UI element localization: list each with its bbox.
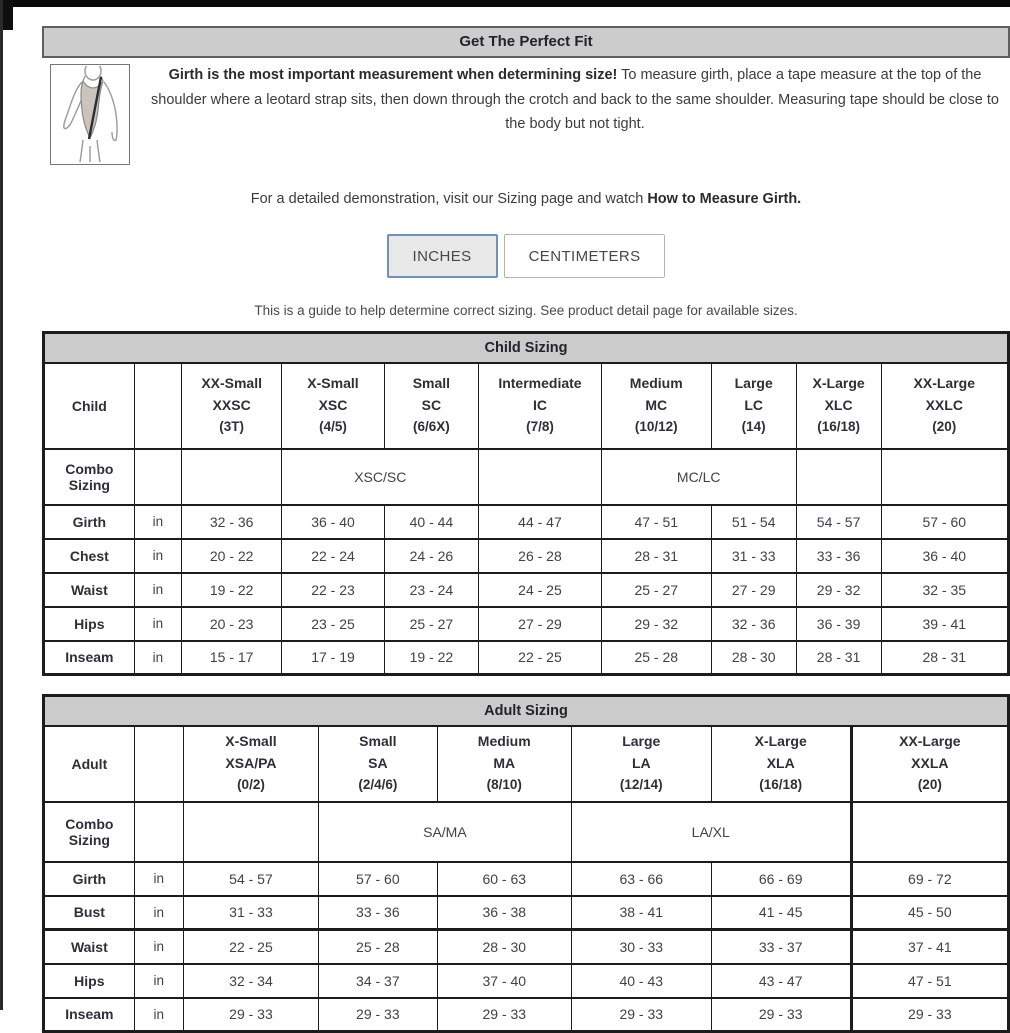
column-code: XLC <box>824 397 853 414</box>
row-label: Waist <box>44 573 135 607</box>
child-table-title: Child Sizing <box>44 333 1009 363</box>
empty-cell <box>479 449 602 505</box>
demo-prefix-text: For a detailed demonstration, visit our Sizing page and watch <box>250 191 648 207</box>
combo-cell-la-xl: LA/XL <box>571 802 851 862</box>
value-cell: 44 - 47 <box>479 505 602 539</box>
column-size: (7/8) <box>526 418 554 434</box>
intro-bold-text: Girth is the most important measurement when determining size! <box>168 67 618 83</box>
value-cell: 28 - 31 <box>796 641 881 675</box>
empty-cell <box>183 802 318 862</box>
unit-cell: in <box>134 607 181 641</box>
value-cell: 27 - 29 <box>479 607 602 641</box>
child-column-header-ic <box>479 363 602 449</box>
child-sizing-table <box>42 331 1010 676</box>
intro-section <box>42 63 1010 137</box>
value-cell: 29 - 33 <box>319 998 438 1032</box>
main-content <box>42 26 1010 1033</box>
column-name: Small <box>412 375 451 392</box>
girth-measurement-figure <box>50 64 130 165</box>
column-code: IC <box>532 397 547 414</box>
value-cell: 29 - 33 <box>851 998 1008 1032</box>
empty-cell <box>134 449 181 505</box>
value-cell: 43 - 47 <box>711 964 851 998</box>
row-label: Girth <box>44 505 135 539</box>
child-row-waist <box>44 573 1009 607</box>
value-cell: 54 - 57 <box>183 862 318 896</box>
adult-column-header-la <box>571 726 711 802</box>
value-cell: 47 - 51 <box>851 964 1008 998</box>
value-cell: 57 - 60 <box>319 862 438 896</box>
value-cell: 54 - 57 <box>796 505 881 539</box>
value-cell: 69 - 72 <box>851 862 1008 896</box>
value-cell: 60 - 63 <box>437 862 571 896</box>
value-cell: 29 - 32 <box>601 607 711 641</box>
column-code: XXLC <box>925 397 963 414</box>
child-column-header-sc <box>384 363 479 449</box>
adult-row-inseam <box>44 998 1009 1032</box>
row-label: Hips <box>44 964 135 998</box>
value-cell: 22 - 25 <box>183 930 318 964</box>
empty-cell <box>851 802 1008 862</box>
adult-table-title-row <box>44 696 1009 726</box>
value-cell: 45 - 50 <box>851 896 1008 930</box>
value-cell: 47 - 51 <box>601 505 711 539</box>
value-cell: 40 - 44 <box>384 505 479 539</box>
value-cell: 66 - 69 <box>711 862 851 896</box>
row-label: Chest <box>44 539 135 573</box>
column-name: Large <box>734 375 773 392</box>
page-title: Get The Perfect Fit <box>42 26 1010 58</box>
column-code: XXSC <box>212 397 251 414</box>
column-code: LA <box>631 755 651 772</box>
empty-cell <box>134 802 183 862</box>
unit-cell: in <box>134 573 181 607</box>
column-name: Large <box>622 733 661 750</box>
row-label: Girth <box>44 862 135 896</box>
child-column-header-xsc <box>282 363 384 449</box>
value-cell: 19 - 22 <box>384 641 479 675</box>
column-size: (16/18) <box>817 418 860 434</box>
value-cell: 20 - 23 <box>181 607 281 641</box>
value-cell: 30 - 33 <box>571 930 711 964</box>
child-row-chest <box>44 539 1009 573</box>
combo-cell-xsc-sc: XSC/SC <box>282 449 479 505</box>
unit-cell: in <box>134 505 181 539</box>
value-cell: 36 - 40 <box>881 539 1008 573</box>
column-name: X-Small <box>225 733 277 750</box>
child-row-hips <box>44 607 1009 641</box>
value-cell: 33 - 36 <box>796 539 881 573</box>
adult-header-row <box>44 726 1009 802</box>
adult-row-hips <box>44 964 1009 998</box>
column-code: XXLA <box>911 755 949 772</box>
value-cell: 31 - 33 <box>711 539 796 573</box>
unit-cell: in <box>134 641 181 675</box>
unit-column-header <box>134 726 183 802</box>
value-cell: 41 - 45 <box>711 896 851 930</box>
column-size: (6/6X) <box>413 418 450 434</box>
value-cell: 51 - 54 <box>711 505 796 539</box>
column-code: SC <box>421 397 442 414</box>
value-cell: 37 - 40 <box>437 964 571 998</box>
adult-combo-row <box>44 802 1009 862</box>
combo-cell-mc-lc: MC/LC <box>601 449 796 505</box>
column-code: MC <box>645 397 668 414</box>
value-cell: 29 - 33 <box>571 998 711 1032</box>
row-label: Hips <box>44 607 135 641</box>
child-column-header-xxsc <box>181 363 281 449</box>
row-label: Inseam <box>44 641 135 675</box>
column-name: XX-Small <box>201 375 263 392</box>
value-cell: 36 - 38 <box>437 896 571 930</box>
column-size: (20) <box>917 776 942 792</box>
value-cell: 28 - 31 <box>881 641 1008 675</box>
value-cell: 24 - 26 <box>384 539 479 573</box>
value-cell: 32 - 36 <box>711 607 796 641</box>
row-label: Bust <box>44 896 135 930</box>
empty-cell <box>181 449 281 505</box>
column-code: LC <box>744 397 764 414</box>
value-cell: 39 - 41 <box>881 607 1008 641</box>
child-row-girth <box>44 505 1009 539</box>
adult-column-header-sa <box>319 726 438 802</box>
column-name: X-Large <box>812 375 865 392</box>
value-cell: 25 - 27 <box>601 573 711 607</box>
value-cell: 28 - 30 <box>437 930 571 964</box>
demo-instruction <box>42 165 1010 207</box>
intro-paragraph <box>42 63 1010 137</box>
value-cell: 36 - 39 <box>796 607 881 641</box>
value-cell: 29 - 33 <box>437 998 571 1032</box>
adult-column-header-xsa-pa <box>183 726 318 802</box>
unit-column-header <box>134 363 181 449</box>
value-cell: 23 - 25 <box>282 607 384 641</box>
child-combo-row <box>44 449 1009 505</box>
child-column-header-mc <box>601 363 711 449</box>
empty-cell <box>796 449 881 505</box>
value-cell: 22 - 25 <box>479 641 602 675</box>
intro-regular-text: To measure girth, place a tape measure at the top of the shoulder where a leotard strap sits, then down through the crotch and back to the same shoulder. Measuring tape should be close to the body but not tight. <box>151 67 999 133</box>
value-cell: 15 - 17 <box>181 641 281 675</box>
column-size: (4/5) <box>319 418 347 434</box>
value-cell: 22 - 23 <box>282 573 384 607</box>
inches-button[interactable]: INCHES <box>387 234 498 278</box>
column-code: SA <box>368 755 388 772</box>
value-cell: 32 - 34 <box>183 964 318 998</box>
value-cell: 33 - 36 <box>319 896 438 930</box>
combo-sizing-label: Combo Sizing <box>44 449 135 505</box>
child-column-header-lc <box>711 363 796 449</box>
unit-cell: in <box>134 539 181 573</box>
value-cell: 22 - 24 <box>282 539 384 573</box>
value-cell: 20 - 22 <box>181 539 281 573</box>
column-code: MA <box>493 755 516 772</box>
value-cell: 29 - 32 <box>796 573 881 607</box>
child-row-inseam <box>44 641 1009 675</box>
demo-bold-text: How to Measure Girth. <box>647 191 802 207</box>
child-header-row <box>44 363 1009 449</box>
column-code: XSC <box>318 397 348 414</box>
adult-column-header-xla <box>711 726 851 802</box>
column-size: (0/2) <box>237 776 265 792</box>
value-cell: 28 - 31 <box>601 539 711 573</box>
column-name: Small <box>359 733 397 750</box>
adult-row-bust <box>44 896 1009 930</box>
empty-cell <box>881 449 1008 505</box>
column-name: Intermediate <box>498 375 582 392</box>
value-cell: 28 - 30 <box>711 641 796 675</box>
column-size: (8/10) <box>486 776 522 792</box>
value-cell: 38 - 41 <box>571 896 711 930</box>
leotard-diagram-icon <box>52 66 128 163</box>
child-column-header-xxlc <box>881 363 1008 449</box>
value-cell: 24 - 25 <box>479 573 602 607</box>
value-cell: 31 - 33 <box>183 896 318 930</box>
value-cell: 32 - 35 <box>881 573 1008 607</box>
child-table-label: Child <box>44 363 135 449</box>
column-name: X-Large <box>754 733 807 750</box>
unit-cell: in <box>134 862 183 896</box>
column-size: (12/14) <box>619 776 663 792</box>
value-cell: 63 - 66 <box>571 862 711 896</box>
unit-cell: in <box>134 930 183 964</box>
value-cell: 29 - 33 <box>711 998 851 1032</box>
value-cell: 17 - 19 <box>282 641 384 675</box>
value-cell: 32 - 36 <box>181 505 281 539</box>
row-label: Waist <box>44 930 135 964</box>
column-name: XX-Large <box>913 375 975 392</box>
combo-sizing-label: Combo Sizing <box>44 802 135 862</box>
page-top-black-bar <box>0 0 1010 7</box>
adult-sizing-table <box>42 694 1010 1033</box>
child-column-header-xlc <box>796 363 881 449</box>
value-cell: 34 - 37 <box>319 964 438 998</box>
value-cell: 37 - 41 <box>851 930 1008 964</box>
column-name: Medium <box>629 375 683 392</box>
column-size: (2/4/6) <box>358 776 398 792</box>
adult-column-header-xxla <box>851 726 1008 802</box>
column-size: (3T) <box>219 418 245 434</box>
child-table-title-row <box>44 333 1009 363</box>
column-size: (14) <box>741 418 766 434</box>
value-cell: 27 - 29 <box>711 573 796 607</box>
adult-column-header-ma <box>437 726 571 802</box>
combo-cell-sa-ma: SA/MA <box>319 802 572 862</box>
value-cell: 25 - 28 <box>319 930 438 964</box>
value-cell: 19 - 22 <box>181 573 281 607</box>
value-cell: 36 - 40 <box>282 505 384 539</box>
unit-cell: in <box>134 964 183 998</box>
value-cell: 40 - 43 <box>571 964 711 998</box>
unit-cell: in <box>134 998 183 1032</box>
column-name: X-Small <box>307 375 359 392</box>
value-cell: 26 - 28 <box>479 539 602 573</box>
adult-row-girth <box>44 862 1009 896</box>
unit-cell: in <box>134 896 183 930</box>
column-size: (16/18) <box>759 776 803 792</box>
column-name: Medium <box>477 733 531 750</box>
value-cell: 57 - 60 <box>881 505 1008 539</box>
sizing-guide-note: This is a guide to help determine correct sizing. See product detail page for available sizes. <box>254 303 798 318</box>
value-cell: 25 - 27 <box>384 607 479 641</box>
adult-row-waist <box>44 930 1009 964</box>
column-size: (10/12) <box>634 418 678 434</box>
unit-toggle-group <box>42 234 1010 278</box>
adult-table-title: Adult Sizing <box>44 696 1009 726</box>
value-cell: 29 - 33 <box>183 998 318 1032</box>
value-cell: 23 - 24 <box>384 573 479 607</box>
centimeters-button[interactable]: CENTIMETERS <box>504 234 666 278</box>
row-label: Inseam <box>44 998 135 1032</box>
column-size: (20) <box>932 418 957 434</box>
value-cell: 25 - 28 <box>601 641 711 675</box>
adult-table-label: Adult <box>44 726 135 802</box>
column-name: XX-Large <box>899 733 961 750</box>
value-cell: 33 - 37 <box>711 930 851 964</box>
column-code: XLA <box>766 755 795 772</box>
column-code: XSA/PA <box>225 755 277 772</box>
page-left-edge-line <box>0 0 3 1010</box>
